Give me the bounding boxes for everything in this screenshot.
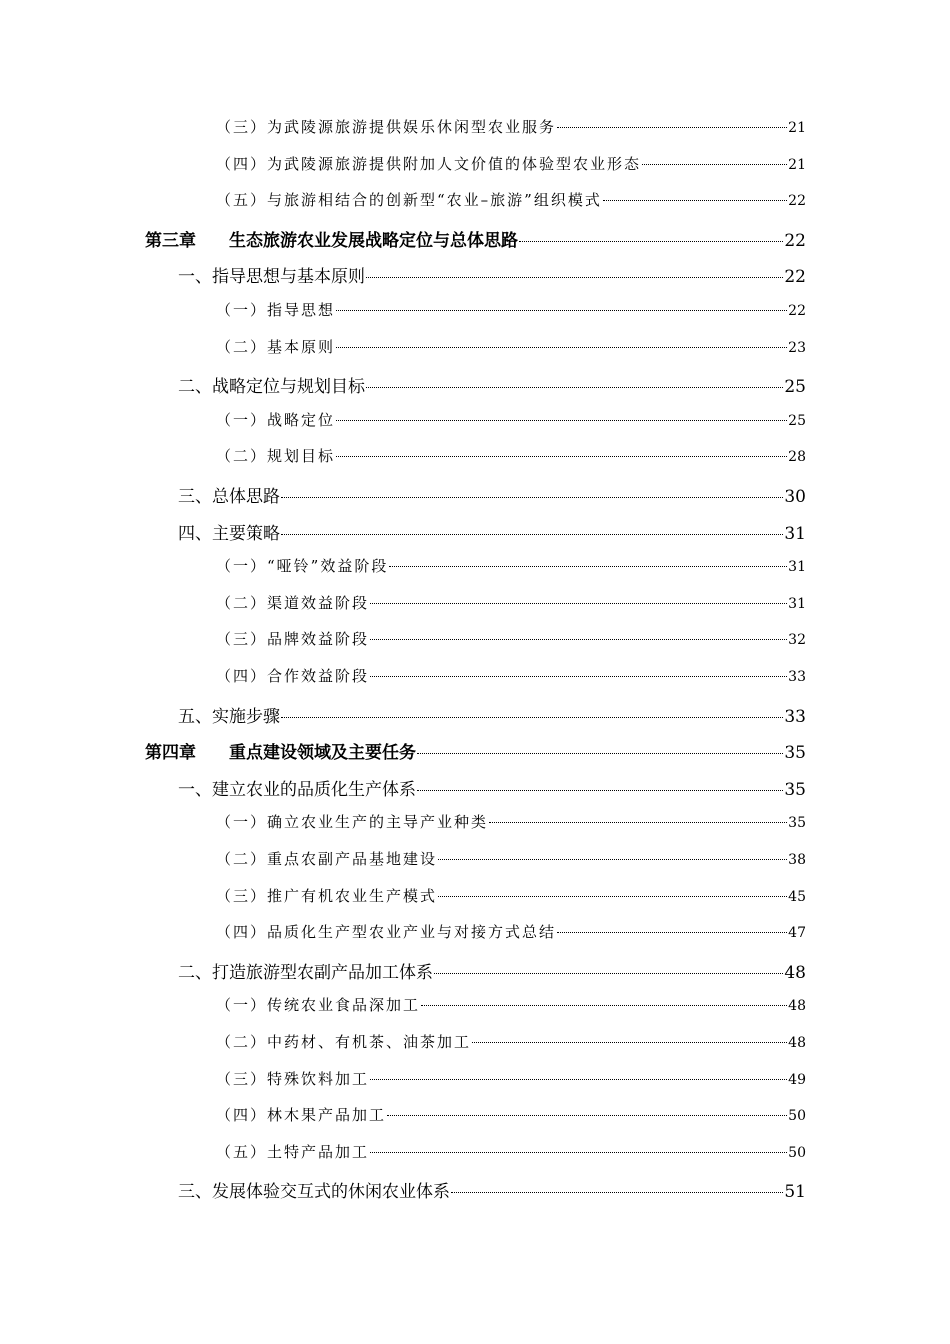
toc-chapter-number: 第四章 — [145, 743, 196, 764]
toc-subsection-entry[interactable] — [0, 1141, 806, 1162]
toc-subsection-entry[interactable] — [0, 1068, 806, 1089]
toc-dot-leader — [472, 1042, 787, 1043]
toc-subsection-entry[interactable] — [0, 153, 806, 174]
toc-dot-leader — [642, 164, 787, 165]
toc-page-number: 31 — [788, 595, 806, 612]
toc-page-number: 47 — [788, 925, 806, 942]
toc-entry-title: （四）为武陵源旅游提供附加人文价值的体验型农业形态 — [216, 154, 642, 173]
toc-section-entry[interactable] — [0, 482, 806, 507]
toc-subsection-entry[interactable] — [0, 1104, 806, 1125]
toc-page-number: 33 — [788, 669, 806, 685]
toc-dot-leader — [438, 896, 787, 897]
toc-entry-title: （五）土特产品加工 — [216, 1142, 370, 1161]
toc-subsection-entry[interactable] — [0, 299, 806, 320]
toc-dot-leader — [281, 497, 783, 498]
toc-entry-title: 一、建立农业的品质化生产体系 — [178, 779, 416, 800]
toc-subsection-entry[interactable] — [0, 628, 806, 649]
toc-dot-leader — [557, 932, 787, 933]
toc-page-number: 48 — [784, 962, 806, 983]
toc-page-number: 28 — [788, 449, 806, 466]
toc-page-number: 49 — [788, 1071, 806, 1088]
toc-page-number: 50 — [788, 1144, 806, 1161]
toc-dot-leader — [336, 310, 787, 311]
toc-subsection-entry[interactable] — [0, 811, 806, 832]
toc-subsection-entry[interactable] — [0, 189, 806, 210]
toc-entry-title: （四）合作效益阶段 — [216, 667, 370, 685]
toc-entry-title: （三）推广有机农业生产模式 — [216, 886, 438, 905]
toc-entry-title: （二）渠道效益阶段 — [216, 593, 370, 612]
toc-dot-leader — [557, 127, 787, 128]
toc-entry-title: （四）林木果产品加工 — [216, 1106, 387, 1125]
toc-chapter-entry[interactable] — [0, 738, 806, 763]
toc-dot-leader — [421, 1005, 787, 1006]
toc-subsection-entry[interactable] — [0, 994, 806, 1015]
toc-subsection-entry[interactable] — [0, 409, 806, 430]
toc-subsection-entry[interactable] — [0, 665, 806, 686]
toc-entry-title: （三）特殊饮料加工 — [216, 1069, 370, 1088]
toc-page-number: 22 — [788, 303, 806, 319]
toc-page-number: 31 — [788, 559, 806, 576]
toc-section-entry[interactable] — [0, 372, 806, 397]
toc-entry-title: （一）传统农业食品深加工 — [216, 996, 421, 1015]
toc-dot-leader — [336, 420, 787, 421]
toc-dot-leader — [417, 753, 783, 754]
toc-page-number: 48 — [788, 1035, 806, 1051]
toc-subsection-entry[interactable] — [0, 555, 806, 576]
toc-entry-title: 四、主要策略 — [178, 523, 280, 544]
toc-subsection-entry[interactable] — [0, 921, 806, 942]
toc-page-number: 22 — [784, 267, 806, 288]
toc-page-number: 23 — [788, 339, 806, 356]
toc-page-number: 21 — [788, 156, 806, 173]
toc-subsection-entry[interactable] — [0, 445, 806, 466]
toc-section-entry[interactable] — [0, 702, 806, 727]
toc-entry-title: （二）重点农副产品基地建设 — [216, 850, 438, 868]
toc-dot-leader — [603, 200, 787, 201]
toc-entry-title: （二）中药材、有机茶、油茶加工 — [216, 1033, 472, 1051]
toc-page-number: 48 — [788, 998, 806, 1015]
toc-entry-title: 二、战略定位与规划目标 — [178, 377, 365, 398]
toc-dot-leader — [366, 277, 783, 278]
toc-dot-leader — [370, 676, 787, 677]
toc-entry-title: （一）指导思想 — [216, 301, 336, 319]
toc-page-number: 22 — [784, 230, 806, 251]
toc-page-number: 50 — [788, 1108, 806, 1125]
toc-dot-leader — [366, 387, 783, 388]
toc-entry-title: （一）“哑铃”效益阶段 — [216, 557, 389, 576]
toc-section-entry[interactable] — [0, 958, 806, 983]
toc-entry-title: 二、打造旅游型农副产品加工体系 — [178, 962, 433, 983]
toc-dot-leader — [451, 1192, 783, 1193]
toc-chapter-entry[interactable] — [0, 226, 806, 251]
toc-page-number: 32 — [788, 632, 806, 649]
toc-entry-title — [0, 738, 416, 763]
toc-page-number: 38 — [788, 852, 806, 868]
toc-page-number: 33 — [784, 706, 806, 727]
toc-entry-title: （四）品质化生产型农业产业与对接方式总结 — [216, 923, 557, 942]
toc-section-entry[interactable] — [0, 1177, 806, 1202]
toc-dot-leader — [336, 347, 787, 348]
toc-dot-leader — [370, 1152, 787, 1153]
toc-entry-title: （三）为武陵源旅游提供娱乐休闲型农业服务 — [216, 118, 557, 136]
toc-chapter-title: 生态旅游农业发展战略定位与总体思路 — [229, 230, 518, 251]
toc-entry-title: 一、指导思想与基本原则 — [178, 267, 365, 288]
toc-dot-leader — [370, 1079, 787, 1080]
toc-chapter-title: 重点建设领域及主要任务 — [229, 743, 416, 764]
toc-page-number: 45 — [788, 888, 806, 905]
toc-entry-title: 五、实施步骤 — [178, 706, 280, 727]
toc-dot-leader — [387, 1115, 787, 1116]
toc-dot-leader — [519, 241, 783, 242]
toc-dot-leader — [281, 717, 783, 718]
toc-page-number: 51 — [784, 1182, 806, 1203]
toc-subsection-entry[interactable] — [0, 848, 806, 869]
toc-dot-leader — [438, 859, 787, 860]
toc-page-number: 21 — [788, 120, 806, 136]
toc-chapter-number: 第三章 — [145, 230, 196, 251]
toc-page-number: 35 — [784, 743, 806, 764]
toc-page-number: 35 — [788, 815, 806, 832]
toc-entry-title: （一）确立农业生产的主导产业种类 — [216, 813, 489, 832]
toc-entry-title — [0, 226, 518, 251]
toc-entry-title: （二）基本原则 — [216, 337, 336, 356]
toc-section-entry[interactable] — [0, 775, 806, 800]
toc-entry-title: （三）品牌效益阶段 — [216, 630, 370, 649]
toc-page-number: 22 — [788, 193, 806, 210]
toc-dot-leader — [489, 822, 787, 823]
toc-dot-leader — [281, 534, 783, 535]
toc-entry-title: 三、总体思路 — [178, 487, 280, 507]
toc-dot-leader — [434, 973, 783, 974]
toc-section-entry[interactable] — [0, 262, 806, 287]
toc-page-number: 31 — [784, 523, 806, 544]
toc-page-number: 30 — [784, 487, 806, 507]
toc-dot-leader — [370, 639, 787, 640]
toc-page-number: 25 — [784, 377, 806, 398]
toc-page-number: 35 — [784, 779, 806, 800]
toc-dot-leader — [389, 566, 787, 567]
toc-subsection-entry[interactable] — [0, 592, 806, 613]
toc-subsection-entry[interactable] — [0, 885, 806, 906]
toc-subsection-entry[interactable] — [0, 336, 806, 357]
toc-entry-title: （五）与旅游相结合的创新型“农业–旅游”组织模式 — [216, 191, 602, 210]
toc-dot-leader — [370, 603, 787, 604]
toc-section-entry[interactable] — [0, 519, 806, 544]
toc-subsection-entry[interactable] — [0, 116, 806, 137]
toc-page-number: 25 — [788, 412, 806, 429]
toc-entry-title: 三、发展体验交互式的休闲农业体系 — [178, 1182, 450, 1203]
toc-entry-title: （一）战略定位 — [216, 410, 336, 429]
toc-dot-leader — [336, 456, 787, 457]
toc-subsection-entry[interactable] — [0, 1031, 806, 1052]
toc-dot-leader — [417, 790, 783, 791]
toc-entry-title: （二）规划目标 — [216, 447, 336, 466]
